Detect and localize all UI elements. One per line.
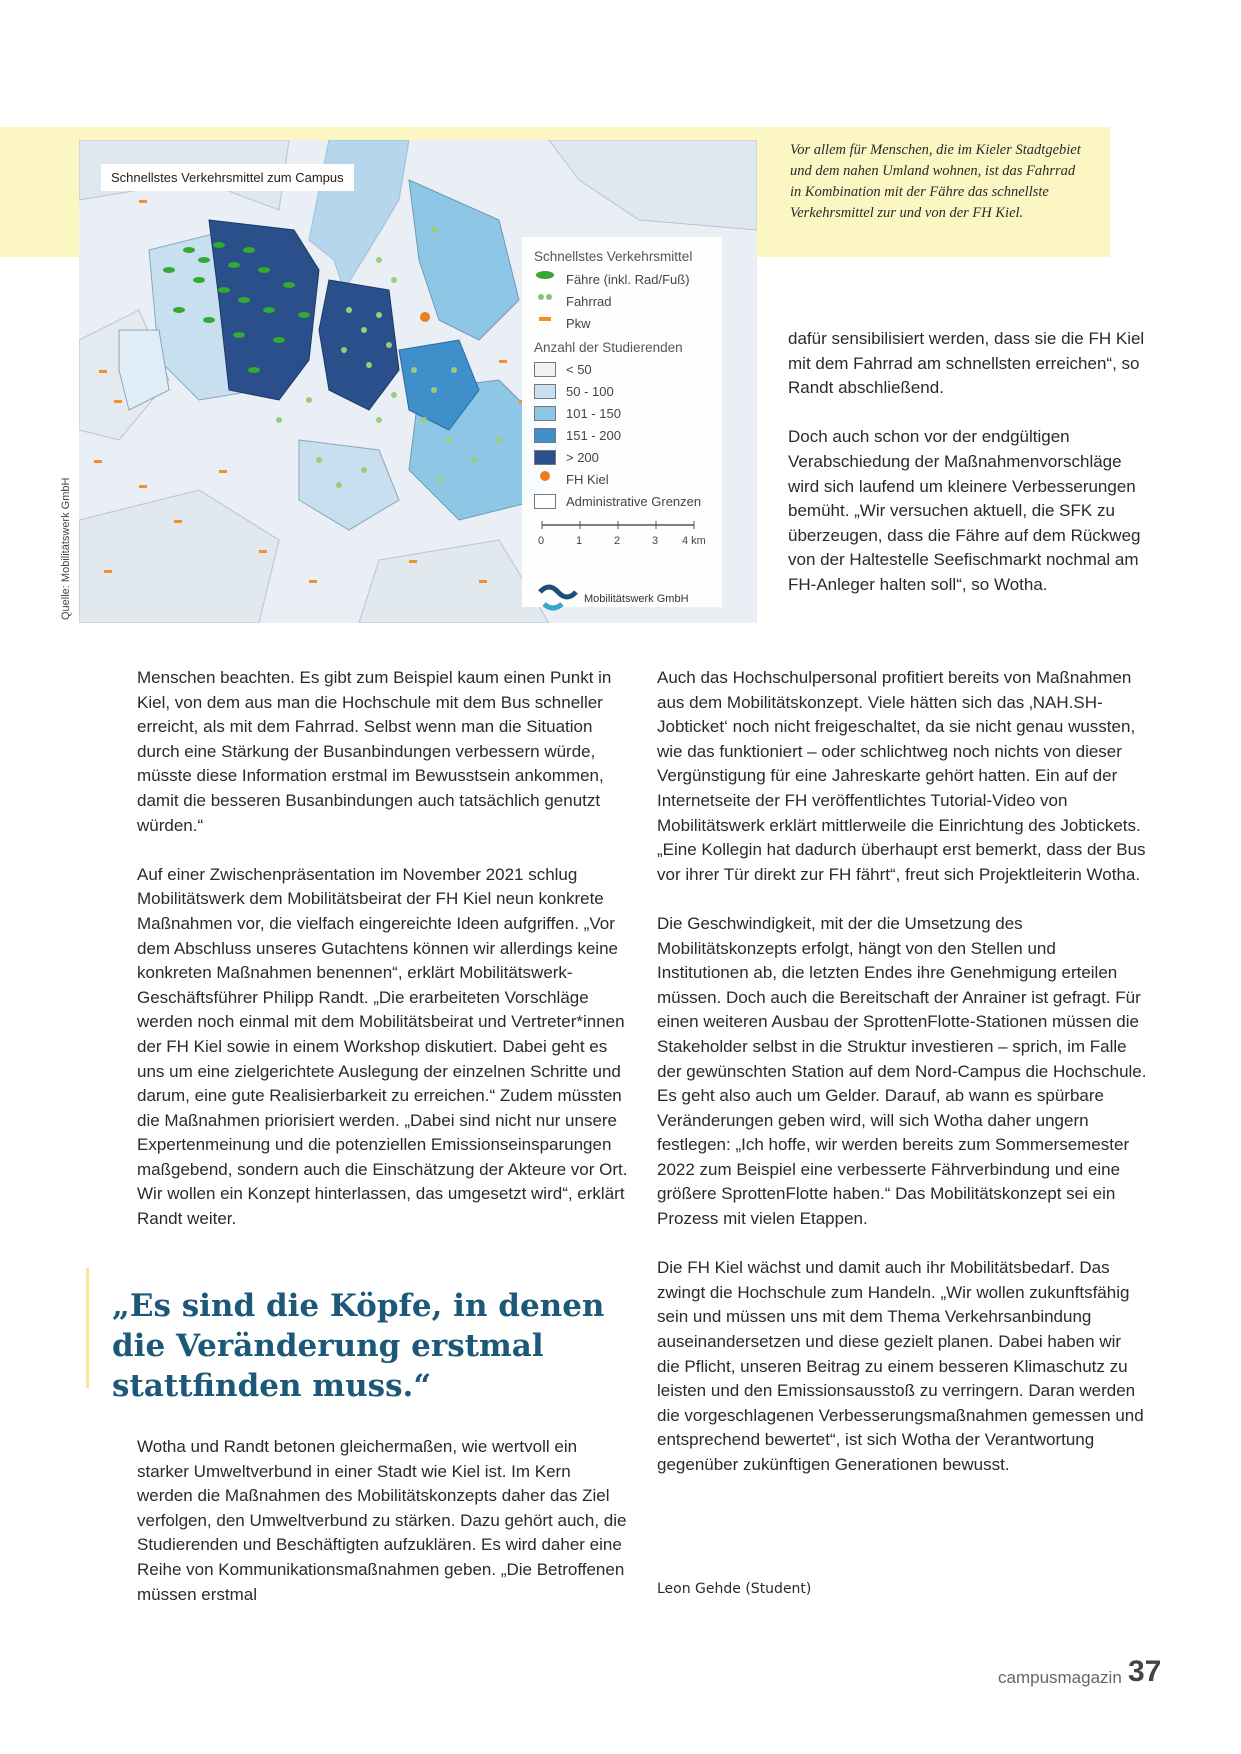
author-credit: Leon Gehde (Student) xyxy=(657,1581,812,1597)
paragraph: Die FH Kiel wächst und damit auch ihr Mobilitätsbedarf. Das zwingt die Hochschule zum Handeln. „Wir wollen zukunftsfähig sein und müssen uns mit dem Thema Verkehrsanbindung auseinandersetzen und diese gezielt planen. Dabei haben wir die Pflicht, unseren Beitrag zu einem besseren Klimaschutz zu leisten und den Emissionsausstoß zu verringern. Daran werden die vorgeschlagenen Verbesserungsmaßnahmen gemessen und entsprechend bewertet“, ist sich Wotha der Verantwortung gegenüber zukünftigen Generationen bewusst. xyxy=(657,1258,1144,1474)
legend-swatch xyxy=(534,494,556,509)
legend-heading-count: Anzahl der Studierenden xyxy=(534,340,683,355)
legend-item-fh xyxy=(534,470,609,488)
legend-swatch xyxy=(534,362,556,377)
legend-swatch xyxy=(534,406,556,421)
scale-tick: 1 xyxy=(576,535,583,547)
map-legend xyxy=(522,237,722,607)
left-column-text xyxy=(137,666,628,1256)
legend-item-boundary xyxy=(534,492,701,510)
page-number: 37 xyxy=(1128,1655,1162,1688)
legend-label: Fähre (inkl. Rad/Fuß) xyxy=(566,271,690,287)
paragraph: Menschen beachten. Es gibt zum Beispiel kaum einen Punkt in Kiel, von dem aus man die Hochschule mit dem Bus schneller erreicht, als mit dem Fahrrad. Selbst wenn man die Situation durch eine Stärkung der Busanbindungen verbessern würde, müsste diese Information erstmal im Bewusstsein ankommen, damit die besseren Busanbindungen auch tatsächlich genutzt würden.“ xyxy=(137,668,612,835)
map-title: Schnellstes Verkehrsmittel zum Campus xyxy=(101,164,354,191)
legend-swatch xyxy=(534,450,556,465)
logo-text: Mobilitätswerk GmbH xyxy=(584,593,689,605)
quote-accent-bar xyxy=(86,1268,89,1388)
paragraph: dafür sensibilisiert werden, dass sie die FH Kiel mit dem Fahrrad am schnellsten erreichen“, so Randt abschließend. xyxy=(788,329,1145,398)
legend-class-3 xyxy=(534,404,621,422)
right-top-text xyxy=(788,327,1148,622)
legend-item-bike xyxy=(534,292,612,310)
legend-swatch xyxy=(534,384,556,399)
paragraph: Auf einer Zwischenpräsentation im November 2021 schlug Mobilitätswerk dem Mobilitätsbeirat der FH Kiel neun konkrete Maßnahmen vor, die vielfach eingereichte Ideen aufgriffen. „Vor dem Abschluss unseres Gutachtens können wir allerdings keine konkreten Maßnahmen benennen“, erklärt Mobilitätswerk-Geschäftsführer Philipp Randt. „Die erarbeiteten Vorschläge werden noch einmal mit dem Mobilitätsbeirat und Vertreter*innen der FH Kiel sowie in einem Workshop diskutiert. Dabei geht es uns um eine zielgerichtete Auslegung der einzelnen Schritte und darum, eine gute Realisierbarkeit zu erreichen.“ Zudem müssten die Maßnahmen priorisiert werden. „Dabei sind nicht nur unsere Expertenmeinung und die potenziellen Emissionseinsparungen maßgebend, sondern auch die Einschätzung der Akteure vor Ort. Wir wollen ein Konzept hinterlassen, das umgesetzt wird“, erklärt Randt weiter. xyxy=(137,864,628,1229)
scale-tick: 3 xyxy=(652,535,659,547)
scale-tick: 4 km xyxy=(682,535,706,547)
legend-item-car xyxy=(534,314,591,332)
left-bottom-text xyxy=(137,1435,628,1632)
paragraph: Doch auch schon vor der endgültigen Verabschiedung der Maßnahmenvorschläge wird sich laufend um kleinere Verbesserungen bemüht. „Wir versuchen aktuell, die SFK zu überzeugen, dass die Fähre auf dem Rückweg von der Haltestelle Seefischmarkt nochmal am FH-Anleger halten soll“, so Wotha. xyxy=(788,427,1141,594)
legend-heading-mode: Schnellstes Verkehrsmittel xyxy=(534,249,693,264)
pull-quote: „Es sind die Köpfe, in denen die Veränderung erstmal stattfinden muss.“ xyxy=(112,1288,605,1404)
legend-label: 101 - 150 xyxy=(566,405,621,421)
paragraph: Wotha und Randt betonen gleichermaßen, wie wertvoll ein starker Umweltverbund in einer Stadt wie Kiel ist. Im Kern werden die Maßnahmen des Mobilitätskonzepts daher das Ziel verfolgen, den Umweltverbund zu stärken. Dazu gehört auch, die Studierenden und Beschäftigten aufzuklären. Es wird daher eine Reihe von Kommunikationsmaßnahmen geben. „Die Betroffenen müssen erstmal xyxy=(137,1437,627,1604)
legend-label: Pkw xyxy=(566,315,591,331)
legend-label: 50 - 100 xyxy=(566,383,614,399)
figure-caption: Vor allem für Menschen, die im Kieler Stadtgebiet und dem nahen Umland wohnen, ist das Fahrrad in Kombination mit der Fähre das schnellste Verkehrsmittel zur und von der FH Kiel. xyxy=(790,142,1081,221)
scale-tick: 2 xyxy=(614,535,621,547)
magazine-name: campusmagazin xyxy=(998,1668,1122,1687)
legend-label: Fahrrad xyxy=(566,293,612,309)
map-scale-bar xyxy=(536,519,706,549)
legend-class-2 xyxy=(534,382,614,400)
legend-swatch xyxy=(534,428,556,443)
image-source: Quelle: Mobilitätswerk GmbH xyxy=(60,477,72,620)
legend-label: < 50 xyxy=(566,361,592,377)
paragraph: Auch das Hochschulpersonal profitiert bereits von Maßnahmen aus dem Mobilitätskonzept. Viele hätten sich das ‚NAH.SH-Jobticket‘ noch nicht freigeschaltet, da sie nicht genau wussten, wie das funktioniert – oder schlichtweg noch nichts von dieser Vergünstigung für eine Jahreskarte gehört hatten. Ein auf der Internetseite der FH veröffentlichtes Tutorial-Video von Mobilitätswerk erklärt mittlerweile die Einrichtung des Jobtickets. „Eine Kollegin hat dadurch überhaupt erst bemerkt, dass der Bus vor ihrer Tür direkt zur FH fährt“, freut sich Projektleiterin Wotha. xyxy=(657,668,1146,884)
legend-label: Administrative Grenzen xyxy=(566,493,702,509)
legend-label: > 200 xyxy=(566,449,599,465)
legend-class-5 xyxy=(534,448,599,466)
legend-class-4 xyxy=(534,426,621,444)
legend-label: FH Kiel xyxy=(566,471,609,487)
map-figure xyxy=(79,140,757,623)
legend-class-1 xyxy=(534,360,592,378)
paragraph: Die Geschwindigkeit, mit der die Umsetzung des Mobilitätskonzepts erfolgt, hängt von den Stellen und Institutionen ab, die letzten Endes ihre Genehmigung erteilen müssen. Doch auch die Bereitschaft der Anrainer ist gefragt. Für einen weiteren Ausbau der SprottenFlotte-Stationen müssen die Stakeholder selbst in die Struktur investieren – sprich, im Falle der gewünschten Station auf dem Nord-Campus die Hochschule. Es geht also auch um Gelder. Darauf, ab wann es spürbare Veränderungen geben wird, will sich Wotha daher ungern festlegen: „Ich hoffe, wir werden bereits zum Sommersemester 2022 zum Beispiel eine verbesserte Fährverbindung und eine größere SprottenFlotte haben.“ Das Mobilitätskonzept sei ein Prozess mit vielen Etappen. xyxy=(657,913,1147,1229)
scale-tick: 0 xyxy=(538,535,545,547)
legend-item-ferry xyxy=(534,270,690,288)
right-column-text xyxy=(657,666,1147,1502)
legend-label: 151 - 200 xyxy=(566,427,621,443)
